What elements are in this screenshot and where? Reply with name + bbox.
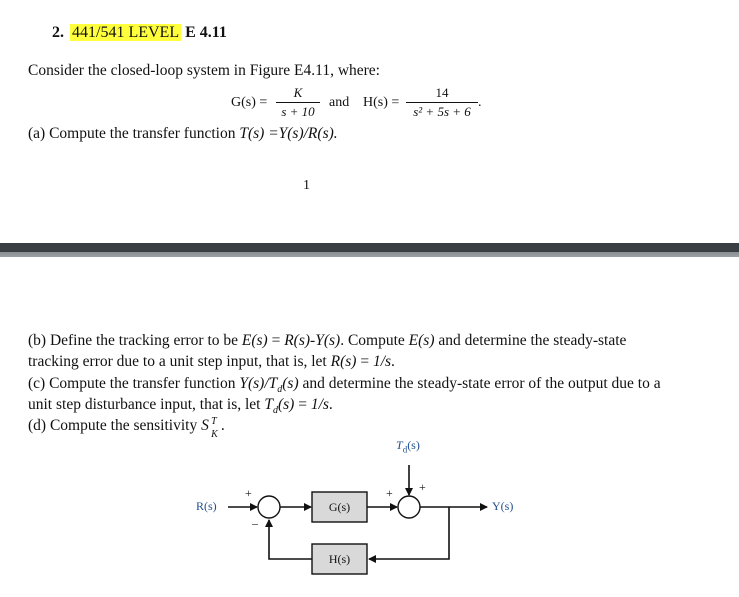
part-c-end: . [328, 396, 333, 413]
part-b-text-2: . Compute [340, 332, 409, 349]
h-numerator: 14 [435, 85, 449, 100]
part-c-s2: (s) [277, 396, 295, 413]
part-c-text-3: unit step disturbance input, that is, let [28, 396, 265, 413]
g-denominator: s + 10 [281, 104, 315, 119]
part-b-r: R(s) [330, 353, 357, 370]
feedback-path-left [269, 520, 312, 559]
part-a-text: (a) Compute the transfer function [28, 125, 240, 142]
part-a-expr: T(s) =Y(s)/R(s). [239, 125, 338, 142]
intro-text: Consider the closed-loop system in Figure E4.11, where: [28, 62, 380, 79]
problem-number: 2. [52, 24, 64, 41]
exercise-label: E 4.11 [185, 24, 227, 41]
g-block-label: G(s) [328, 500, 351, 514]
h-lhs: H(s) = [363, 95, 400, 110]
td-label-s: (s) [407, 438, 420, 452]
td-label-t: T [396, 438, 403, 452]
part-c-s: (s) [282, 375, 299, 392]
part-b-r-minus-y: R(s)-Y(s) [284, 332, 341, 349]
sum2-plus-top: + [419, 480, 426, 494]
and-word: and [329, 95, 350, 110]
sensitivity-sup: T [211, 416, 217, 427]
part-b-text-3: and determine the steady-state [434, 332, 627, 349]
part-c-y: Y(s)/T [239, 375, 278, 392]
part-c-value: 1/s [310, 396, 329, 413]
part-c-text-1: (c) Compute the transfer function [28, 375, 240, 392]
part-c-text-2: and determine the steady-state error of the output due to a [298, 375, 661, 392]
g-lhs: G(s) = [231, 95, 268, 110]
sensitivity-s: S [201, 417, 209, 434]
part-d-text: (d) Compute the sensitivity [28, 417, 202, 434]
part-b-eq2: = [356, 353, 373, 370]
h-block-label: H(s) [328, 552, 351, 566]
h-denominator: s² + 5s + 6 [413, 104, 471, 119]
td-label-sub: d [402, 444, 408, 455]
level-highlight: 441/541 LEVEL [72, 24, 180, 41]
part-c-sub: d [277, 384, 283, 396]
part-b-e2: E(s) [408, 332, 435, 349]
part-b-e: E(s) [241, 332, 268, 349]
page-number: 1 [303, 178, 310, 193]
part-c-eq: = [294, 396, 311, 413]
summing-junction-1 [258, 496, 280, 518]
part-d-end: . [220, 417, 225, 434]
sum1-minus-sign: – [252, 516, 258, 530]
sum2-plus-left: + [386, 486, 393, 500]
part-b-eq: = [267, 332, 285, 349]
td-label [396, 438, 420, 454]
sensitivity-sub: K [211, 429, 218, 440]
part-b-text-1: (b) Define the tracking error to be [28, 332, 242, 349]
g-numerator: K [293, 85, 303, 100]
part-b-text-4: tracking error due to a unit step input, that is, let [28, 353, 331, 370]
part-c-t: T [264, 396, 273, 413]
sum1-plus-sign: + [245, 486, 252, 500]
equation-period: . [478, 95, 482, 110]
y-label: Y(s) [492, 499, 514, 513]
r-label: R(s) [196, 499, 217, 513]
summing-junction-2 [398, 496, 420, 518]
part-b-end: . [391, 353, 395, 370]
part-b-value: 1/s [372, 353, 392, 370]
part-c-sub2: d [272, 405, 278, 417]
